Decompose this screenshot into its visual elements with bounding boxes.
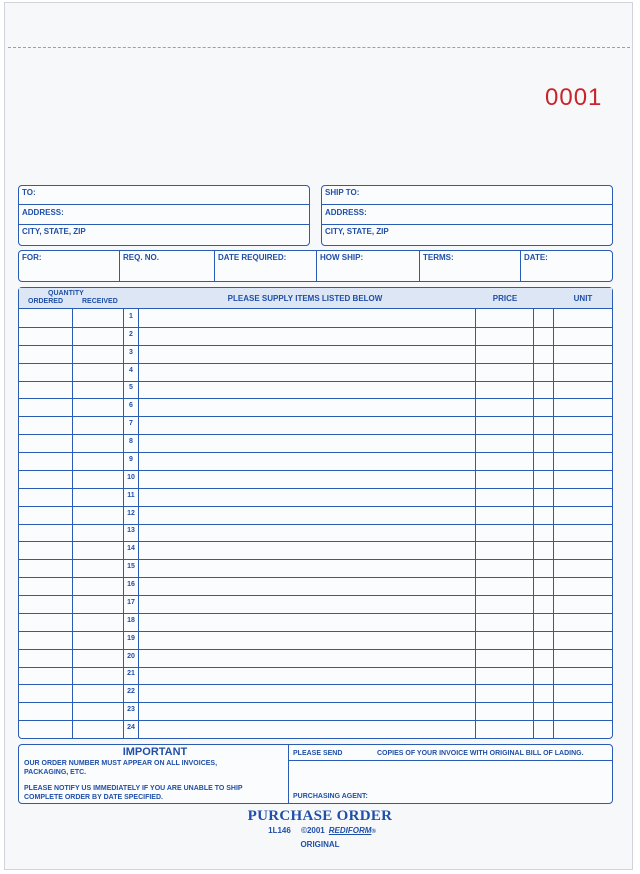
unit-cell[interactable] bbox=[555, 525, 611, 541]
price-cell[interactable] bbox=[477, 453, 532, 469]
important-line-4: COMPLETE ORDER BY DATE SPECIFIED. bbox=[24, 794, 163, 801]
received-cell[interactable] bbox=[74, 614, 122, 630]
description-cell[interactable] bbox=[140, 596, 474, 612]
unit-cell[interactable] bbox=[555, 614, 611, 630]
unit-cell[interactable] bbox=[555, 560, 611, 576]
info-divider bbox=[520, 251, 521, 281]
description-header: PLEASE SUPPLY ITEMS LISTED BELOW bbox=[227, 294, 383, 303]
copies-text: COPIES OF YOUR INVOICE WITH ORIGINAL BILL OF LADING. bbox=[377, 750, 584, 757]
form-catalog-line bbox=[0, 826, 640, 835]
row-number: 17 bbox=[127, 598, 135, 606]
unit-cell[interactable] bbox=[555, 328, 611, 344]
price-cell[interactable] bbox=[477, 542, 532, 558]
cents-cell[interactable] bbox=[535, 310, 552, 326]
received-cell[interactable] bbox=[74, 364, 122, 380]
unit-cell[interactable] bbox=[555, 471, 611, 487]
ordered-cell[interactable] bbox=[20, 614, 71, 630]
price-cell[interactable] bbox=[477, 703, 532, 719]
cents-cell[interactable] bbox=[535, 668, 552, 684]
unit-cell[interactable] bbox=[555, 364, 611, 380]
cents-cell[interactable] bbox=[535, 417, 552, 433]
ordered-header: ORDERED bbox=[28, 298, 64, 305]
info-divider bbox=[214, 251, 215, 281]
price-cell[interactable] bbox=[477, 328, 532, 344]
ship-city-field[interactable] bbox=[393, 226, 608, 242]
received-cell[interactable] bbox=[74, 489, 122, 505]
cents-cell[interactable] bbox=[535, 525, 552, 541]
row-number: 9 bbox=[129, 455, 133, 463]
unit-cell[interactable] bbox=[555, 632, 611, 648]
cents-cell[interactable] bbox=[535, 703, 552, 719]
date-required-field[interactable] bbox=[216, 264, 314, 280]
ship-address-field[interactable] bbox=[365, 206, 608, 222]
price-cell[interactable] bbox=[477, 382, 532, 398]
purchasing-agent-field[interactable] bbox=[390, 788, 608, 802]
cents-cell[interactable] bbox=[535, 596, 552, 612]
received-cell[interactable] bbox=[74, 596, 122, 612]
received-cell[interactable] bbox=[74, 685, 122, 701]
description-cell[interactable] bbox=[140, 650, 474, 666]
to-address-field[interactable] bbox=[62, 206, 306, 222]
ordered-cell[interactable] bbox=[20, 435, 71, 451]
received-cell[interactable] bbox=[74, 703, 122, 719]
date-label: DATE: bbox=[524, 253, 548, 262]
for-field[interactable] bbox=[20, 264, 117, 280]
price-cell[interactable] bbox=[477, 507, 532, 523]
cents-cell[interactable] bbox=[535, 560, 552, 576]
description-cell[interactable] bbox=[140, 489, 474, 505]
price-cell[interactable] bbox=[477, 525, 532, 541]
price-cell[interactable] bbox=[477, 399, 532, 415]
req-no-label: REQ. NO. bbox=[123, 253, 160, 262]
row-number: 2 bbox=[129, 330, 133, 338]
for-label: FOR: bbox=[22, 253, 42, 262]
perforation-line bbox=[8, 47, 630, 48]
row-number: 16 bbox=[127, 581, 135, 589]
row-number: 3 bbox=[129, 348, 133, 356]
how-ship-label: HOW SHIP: bbox=[320, 253, 364, 262]
info-divider bbox=[119, 251, 120, 281]
received-cell[interactable] bbox=[74, 399, 122, 415]
ordered-cell[interactable] bbox=[20, 507, 71, 523]
to-box-divider bbox=[19, 224, 309, 225]
description-cell[interactable] bbox=[140, 560, 474, 576]
cents-cell[interactable] bbox=[535, 328, 552, 344]
description-cell[interactable] bbox=[140, 685, 474, 701]
ordered-cell[interactable] bbox=[20, 382, 71, 398]
description-cell[interactable] bbox=[140, 346, 474, 362]
row-number: 6 bbox=[129, 402, 133, 410]
description-cell[interactable] bbox=[140, 453, 474, 469]
catalog-number: 1L146 bbox=[268, 826, 291, 835]
received-cell[interactable] bbox=[74, 417, 122, 433]
received-cell[interactable] bbox=[74, 560, 122, 576]
row-number: 7 bbox=[129, 420, 133, 428]
row-number: 5 bbox=[129, 384, 133, 392]
important-line-2: PACKAGING, ETC. bbox=[24, 769, 87, 776]
row-number: 8 bbox=[129, 438, 133, 446]
ordered-cell[interactable] bbox=[20, 560, 71, 576]
ordered-cell[interactable] bbox=[20, 685, 71, 701]
price-header: PRICE bbox=[492, 294, 518, 303]
description-cell[interactable] bbox=[140, 435, 474, 451]
cents-cell[interactable] bbox=[535, 489, 552, 505]
unit-cell[interactable] bbox=[555, 507, 611, 523]
received-cell[interactable] bbox=[74, 507, 122, 523]
row-number: 11 bbox=[127, 491, 135, 499]
unit-cell[interactable] bbox=[555, 399, 611, 415]
copies-count-field[interactable] bbox=[345, 746, 373, 759]
description-cell[interactable] bbox=[140, 525, 474, 541]
ship-box-divider bbox=[322, 224, 612, 225]
price-cell[interactable] bbox=[477, 668, 532, 684]
unit-cell[interactable] bbox=[555, 542, 611, 558]
cents-cell[interactable] bbox=[535, 471, 552, 487]
brand-logo: REDIFORM bbox=[328, 826, 372, 835]
form-title: PURCHASE ORDER bbox=[247, 808, 393, 824]
price-cell[interactable] bbox=[477, 346, 532, 362]
unit-cell[interactable] bbox=[555, 685, 611, 701]
cents-cell[interactable] bbox=[535, 382, 552, 398]
row-number: 24 bbox=[127, 724, 135, 732]
price-cell[interactable] bbox=[477, 489, 532, 505]
terms-field[interactable] bbox=[421, 264, 518, 280]
row-number: 12 bbox=[127, 509, 135, 517]
row-number: 1 bbox=[129, 312, 133, 320]
row-number: 19 bbox=[127, 634, 135, 642]
ordered-cell[interactable] bbox=[20, 310, 71, 326]
cents-cell[interactable] bbox=[535, 364, 552, 380]
ordered-cell[interactable] bbox=[20, 489, 71, 505]
price-cell[interactable] bbox=[477, 435, 532, 451]
ordered-cell[interactable] bbox=[20, 525, 71, 541]
ordered-cell[interactable] bbox=[20, 328, 71, 344]
description-cell[interactable] bbox=[140, 632, 474, 648]
cents-cell[interactable] bbox=[535, 399, 552, 415]
important-title: IMPORTANT bbox=[122, 746, 188, 758]
to-address-label: ADDRESS: bbox=[22, 208, 64, 217]
cents-cell[interactable] bbox=[535, 346, 552, 362]
received-cell[interactable] bbox=[74, 382, 122, 398]
cents-cell[interactable] bbox=[535, 685, 552, 701]
description-cell[interactable] bbox=[140, 614, 474, 630]
unit-cell[interactable] bbox=[555, 489, 611, 505]
row-number: 21 bbox=[127, 670, 135, 678]
purchasing-agent-label: PURCHASING AGENT: bbox=[293, 793, 368, 800]
cents-cell[interactable] bbox=[535, 614, 552, 630]
cents-cell[interactable] bbox=[535, 542, 552, 558]
to-label: TO: bbox=[22, 188, 36, 197]
items-header-rule bbox=[19, 308, 612, 309]
ordered-cell[interactable] bbox=[20, 471, 71, 487]
registered-mark: ® bbox=[371, 829, 376, 835]
description-cell[interactable] bbox=[140, 542, 474, 558]
unit-cell[interactable] bbox=[555, 650, 611, 666]
received-cell[interactable] bbox=[74, 721, 122, 737]
description-cell[interactable] bbox=[140, 721, 474, 737]
ordered-cell[interactable] bbox=[20, 346, 71, 362]
po-number: 0001 bbox=[545, 84, 603, 111]
received-cell[interactable] bbox=[74, 578, 122, 594]
ordered-cell[interactable] bbox=[20, 703, 71, 719]
description-cell[interactable] bbox=[140, 328, 474, 344]
description-cell[interactable] bbox=[140, 417, 474, 433]
ship-city-label: CITY, STATE, ZIP bbox=[325, 227, 389, 236]
cents-cell[interactable] bbox=[535, 721, 552, 737]
price-cell[interactable] bbox=[477, 721, 532, 737]
terms-label: TERMS: bbox=[423, 253, 454, 262]
row-number: 15 bbox=[127, 563, 135, 571]
row-number: 4 bbox=[129, 366, 133, 374]
unit-cell[interactable] bbox=[555, 668, 611, 684]
ordered-cell[interactable] bbox=[20, 399, 71, 415]
ordered-cell[interactable] bbox=[20, 596, 71, 612]
description-cell[interactable] bbox=[140, 703, 474, 719]
cents-cell[interactable] bbox=[535, 632, 552, 648]
to-city-field[interactable] bbox=[90, 226, 306, 242]
received-cell[interactable] bbox=[74, 650, 122, 666]
row-number: 13 bbox=[127, 527, 135, 535]
ordered-cell[interactable] bbox=[20, 578, 71, 594]
copy-label: ORIGINAL bbox=[300, 840, 340, 849]
row-number: 22 bbox=[127, 688, 135, 696]
description-cell[interactable] bbox=[140, 668, 474, 684]
to-name-field[interactable] bbox=[40, 187, 306, 203]
unit-cell[interactable] bbox=[555, 596, 611, 612]
cents-cell[interactable] bbox=[535, 435, 552, 451]
price-cell[interactable] bbox=[477, 560, 532, 576]
received-cell[interactable] bbox=[74, 542, 122, 558]
unit-cell[interactable] bbox=[555, 435, 611, 451]
price-cell[interactable] bbox=[477, 685, 532, 701]
price-cell[interactable] bbox=[477, 310, 532, 326]
received-cell[interactable] bbox=[74, 310, 122, 326]
important-line-1: OUR ORDER NUMBER MUST APPEAR ON ALL INVOICES, bbox=[24, 760, 218, 767]
price-cell[interactable] bbox=[477, 614, 532, 630]
to-box-divider bbox=[19, 204, 309, 205]
price-cell[interactable] bbox=[477, 578, 532, 594]
price-cell[interactable] bbox=[477, 596, 532, 612]
unit-cell[interactable] bbox=[555, 417, 611, 433]
received-cell[interactable] bbox=[74, 328, 122, 344]
info-divider bbox=[316, 251, 317, 281]
row-number: 20 bbox=[127, 652, 135, 660]
req-no-field[interactable] bbox=[121, 264, 212, 280]
price-cell[interactable] bbox=[477, 650, 532, 666]
copyright-year: ©2001 bbox=[301, 826, 325, 835]
price-cell[interactable] bbox=[477, 471, 532, 487]
unit-cell[interactable] bbox=[555, 346, 611, 362]
ordered-cell[interactable] bbox=[20, 542, 71, 558]
cents-cell[interactable] bbox=[535, 507, 552, 523]
received-cell[interactable] bbox=[74, 525, 122, 541]
unit-cell[interactable] bbox=[555, 382, 611, 398]
ordered-cell[interactable] bbox=[20, 668, 71, 684]
price-cell[interactable] bbox=[477, 364, 532, 380]
description-cell[interactable] bbox=[140, 507, 474, 523]
unit-cell[interactable] bbox=[555, 310, 611, 326]
cents-cell[interactable] bbox=[535, 578, 552, 594]
unit-cell[interactable] bbox=[555, 721, 611, 737]
ship-to-name-field[interactable] bbox=[362, 187, 608, 203]
price-cell[interactable] bbox=[477, 632, 532, 648]
ordered-cell[interactable] bbox=[20, 632, 71, 648]
important-line-3: PLEASE NOTIFY US IMMEDIATELY IF YOU ARE UNABLE TO SHIP bbox=[24, 785, 243, 792]
row-number: 23 bbox=[127, 706, 135, 714]
row-number: 18 bbox=[127, 616, 135, 624]
unit-header: UNIT bbox=[573, 294, 593, 303]
description-cell[interactable] bbox=[140, 578, 474, 594]
received-cell[interactable] bbox=[74, 668, 122, 684]
description-cell[interactable] bbox=[140, 382, 474, 398]
ordered-cell[interactable] bbox=[20, 364, 71, 380]
unit-cell[interactable] bbox=[555, 703, 611, 719]
received-cell[interactable] bbox=[74, 632, 122, 648]
ordered-cell[interactable] bbox=[20, 650, 71, 666]
received-cell[interactable] bbox=[74, 346, 122, 362]
info-divider bbox=[419, 251, 420, 281]
cents-cell[interactable] bbox=[535, 453, 552, 469]
ordered-cell[interactable] bbox=[20, 417, 71, 433]
unit-cell[interactable] bbox=[555, 578, 611, 594]
ordered-cell[interactable] bbox=[20, 453, 71, 469]
received-header: RECEIVED bbox=[82, 298, 118, 305]
cents-cell[interactable] bbox=[535, 650, 552, 666]
ship-address-label: ADDRESS: bbox=[325, 208, 367, 217]
how-ship-field[interactable] bbox=[318, 264, 417, 280]
description-cell[interactable] bbox=[140, 310, 474, 326]
price-cell[interactable] bbox=[477, 417, 532, 433]
received-cell[interactable] bbox=[74, 435, 122, 451]
ship-box-divider bbox=[322, 204, 612, 205]
ordered-cell[interactable] bbox=[20, 721, 71, 737]
quantity-header: QUANTITY bbox=[48, 290, 84, 297]
please-send-label: PLEASE SEND bbox=[293, 750, 343, 757]
unit-cell[interactable] bbox=[555, 453, 611, 469]
row-number: 10 bbox=[127, 473, 135, 481]
ship-to-label: SHIP TO: bbox=[325, 188, 360, 197]
received-cell[interactable] bbox=[74, 471, 122, 487]
row-number: 14 bbox=[127, 545, 135, 553]
description-cell[interactable] bbox=[140, 471, 474, 487]
received-cell[interactable] bbox=[74, 453, 122, 469]
send-divider bbox=[289, 760, 612, 761]
description-cell[interactable] bbox=[140, 399, 474, 415]
date-field[interactable] bbox=[522, 264, 611, 280]
description-cell[interactable] bbox=[140, 364, 474, 380]
date-required-label: DATE REQUIRED: bbox=[218, 253, 287, 262]
to-city-label: CITY, STATE, ZIP bbox=[22, 227, 86, 236]
